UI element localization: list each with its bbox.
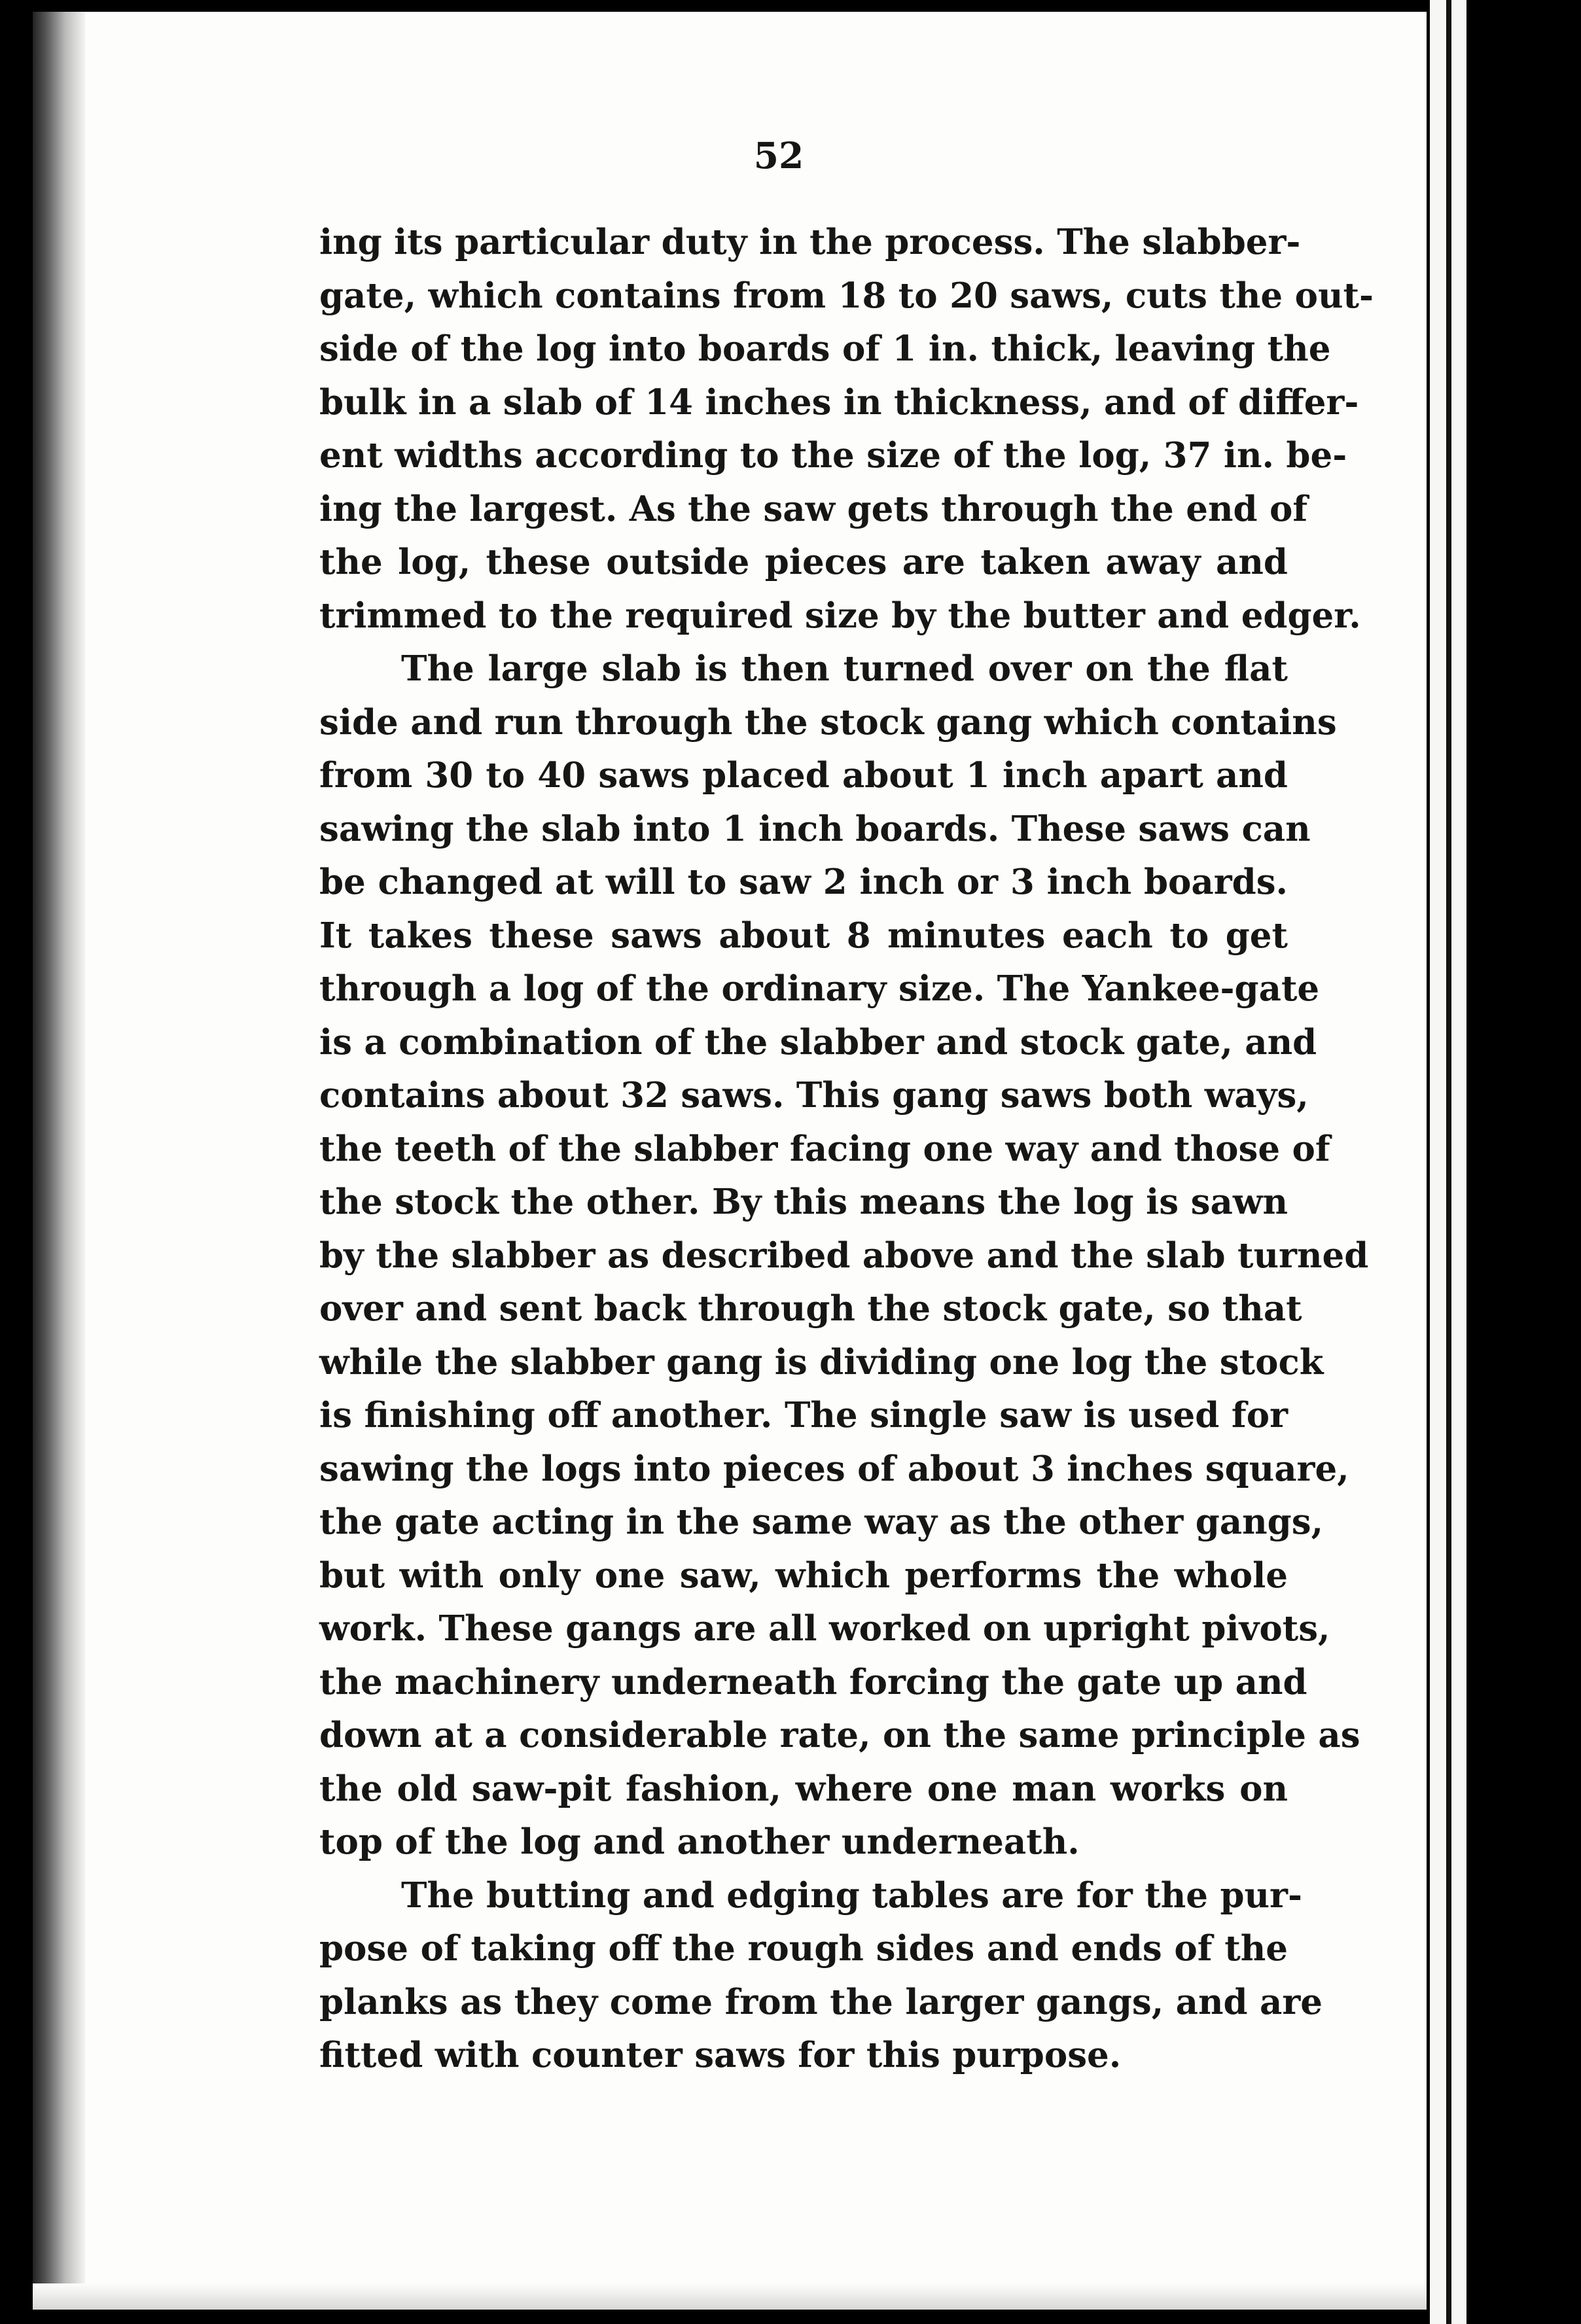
text-line: The butting and edging tables are for the pur-	[401, 1875, 1302, 1916]
text-line: planks as they come from the larger gangs, and are	[319, 1981, 1323, 2022]
text-line: gate, which contains from 18 to 20 saws, cuts the out-	[319, 275, 1374, 316]
text-line: over and sent back through the stock gate, so that	[319, 1288, 1302, 1329]
paragraph-3	[319, 1869, 1323, 2083]
text-line: It takes these saws about 8 minutes each to get	[319, 915, 1288, 956]
text-line: the log, these outside pieces are taken away and	[319, 542, 1288, 582]
text-line: trimmed to the required size by the butter and edger.	[319, 595, 1361, 636]
text-line: is finishing off another. The single saw is used for	[319, 1395, 1288, 1435]
text-line: top of the log and another underneath.	[319, 1822, 1080, 1862]
text-line: through a log of the ordinary size. The Yankee-gate	[319, 968, 1320, 1009]
text-line: pose of taking off the rough sides and ends of the	[319, 1928, 1288, 1969]
text-line: is a combination of the slabber and stock gate, and	[319, 1021, 1317, 1063]
page-gutter-shadow	[33, 12, 85, 2310]
text-line: the old saw-pit fashion, where one man works on	[319, 1768, 1288, 1809]
text-line: but with only one saw, which performs the whole	[319, 1555, 1288, 1596]
paragraph-2	[319, 643, 1369, 1869]
text-line: the stock the other. By this means the log is sawn	[319, 1182, 1288, 1222]
page-number: 52	[753, 134, 804, 177]
text-line: from 30 to 40 saws placed about 1 inch apart and	[319, 755, 1288, 796]
text-line: by the slabber as described above and the slab turned	[319, 1235, 1369, 1276]
body-text	[319, 216, 1374, 2083]
text-line: the teeth of the slabber facing one way and those of	[319, 1128, 1330, 1169]
text-line: sawing the logs into pieces of about 3 inches square,	[319, 1448, 1349, 1489]
page-bottom-edge	[33, 2283, 1427, 2310]
text-line: sawing the slab into 1 inch boards. These saws can	[319, 808, 1311, 849]
scan-border-line	[1446, 0, 1451, 2324]
text-line: fitted with counter saws for this purpose.	[319, 2035, 1122, 2075]
text-line: contains about 32 saws. This gang saws both ways,	[319, 1075, 1309, 1116]
text-line: The large slab is then turned over on the flat	[401, 648, 1288, 689]
text-line: ing the largest. As the saw gets through the end of	[319, 488, 1308, 529]
text-line: while the slabber gang is dividing one log the stock	[319, 1341, 1324, 1382]
text-line: ing its particular duty in the process. The slabber-	[319, 222, 1301, 262]
paragraph-1	[319, 216, 1374, 643]
text-line: side of the log into boards of 1 in. thick, leaving the	[319, 328, 1331, 369]
text-line: side and run through the stock gang which contains	[319, 701, 1337, 743]
text-line: the gate acting in the same way as the other gangs,	[319, 1502, 1324, 1542]
text-line: ent widths according to the size of the log, 37 in. be-	[319, 435, 1347, 476]
text-line: work. These gangs are all worked on upright pivots,	[319, 1608, 1330, 1649]
text-line: bulk in a slab of 14 inches in thickness, and of differ-	[319, 381, 1359, 423]
text-line: be changed at will to saw 2 inch or 3 inch boards.	[319, 862, 1288, 902]
text-line: the machinery underneath forcing the gate up and	[319, 1661, 1307, 1702]
text-line: down at a considerable rate, on the same principle as	[319, 1715, 1360, 1755]
